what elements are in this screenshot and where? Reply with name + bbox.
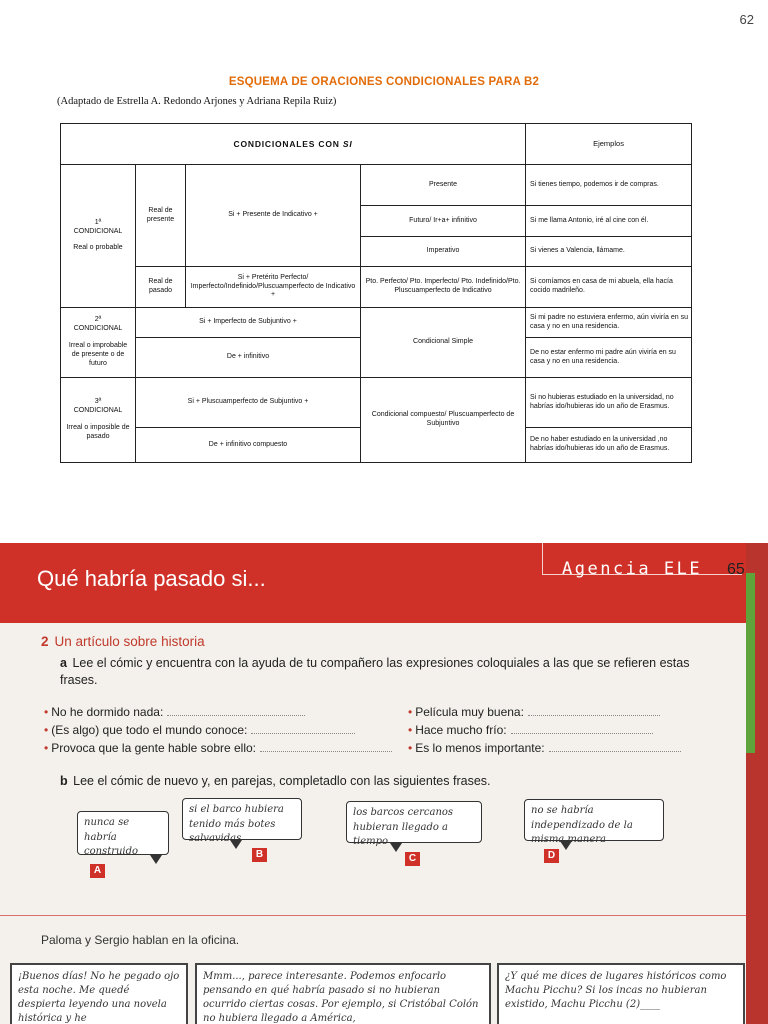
conditional-table xyxy=(60,123,692,463)
example-cell: Si vienes a Valencia, llámame. xyxy=(526,237,692,267)
bullet-item: • Hace mucho frío: xyxy=(408,723,653,737)
book-page-number: 65 xyxy=(727,561,745,578)
green-tab-marker xyxy=(746,573,755,753)
tag-d: D xyxy=(544,849,559,863)
third-clause-si: Si + Pluscuamperfecto de Subjuntivo + xyxy=(136,378,361,428)
second-result: Condicional Simple xyxy=(361,308,526,378)
speech-bubble-a: nunca se habría construido xyxy=(77,811,169,855)
real-past-clause: Si + Pretérito Perfecto/ Imperfecto/Indefinido/Pluscuamperfecto de Indicativo + xyxy=(186,267,361,308)
example-cell: Si tienes tiempo, podemos ir de compras. xyxy=(526,165,692,206)
bubble-tail xyxy=(390,843,402,852)
document-title: ESQUEMA DE ORACIONES CONDICIONALES PARA B2 xyxy=(228,76,540,88)
third-clause-de: De + infinitivo compuesto xyxy=(136,428,361,463)
instruction-b: b Lee el cómic de nuevo y, en parejas, completadlo con las siguientes frases. xyxy=(60,774,491,788)
second-clause-si: Si + Imperfecto de Subjuntivo + xyxy=(136,308,361,338)
speech-bubble-c: los barcos cercanos hubieran llegado a tiempo xyxy=(346,801,482,843)
instruction-a: a Lee el cómic y encuentra con la ayuda de tu compañero las expresiones coloquiales a las que se refieren estas frases. xyxy=(60,656,690,687)
example-cell: Si no hubieras estudiado en la universidad, no habrías ido/hubieras ido un año de Erasmus. xyxy=(526,378,692,428)
comic-panel-3: ¿Y qué me dices de lugares históricos como Machu Picchu? Si los incas no hubieran existido, Machu Picchu (2)____ xyxy=(497,963,745,1024)
result-cell: Imperativo xyxy=(361,237,526,267)
document-subtitle: (Adaptado de Estrella A. Redondo Arjones y Adriana Repila Ruiz) xyxy=(57,96,337,107)
bullet-item: • No he dormido nada: xyxy=(44,705,305,719)
bubble-tail xyxy=(230,840,242,849)
textbook-page-photo xyxy=(0,543,768,1024)
book-side-edge xyxy=(746,543,768,1024)
table-header: CONDICIONALES CON SI xyxy=(61,124,526,165)
page-number: 62 xyxy=(739,12,754,27)
bullet-item: • Es lo menos importante: xyxy=(408,741,681,755)
speech-bubble-b: si el barco hubiera tenido más botes salvavidas xyxy=(182,798,302,840)
example-cell: Si me llama Antonio, iré al cine con él. xyxy=(526,206,692,237)
bullet-item: • Provoca que la gente hable sobre ello: xyxy=(44,741,392,755)
bullet-item: • (Es algo) que todo el mundo conoce: xyxy=(44,723,355,737)
section-divider xyxy=(0,915,746,916)
tag-b: B xyxy=(252,848,267,862)
third-result: Condicional compuesto/ Pluscuamperfecto de Subjuntivo xyxy=(361,378,526,463)
section-title: 2 Un artículo sobre historia xyxy=(41,634,205,649)
example-cell: Si mi padre no estuviera enfermo, aún viviría en su casa y no en una residencia. xyxy=(526,308,692,338)
example-cell: De no estar enfermo mi padre aún viviría en su casa y no en una residencia. xyxy=(526,338,692,378)
speech-bubble-d: no se habría independizado de la misma manera xyxy=(524,799,664,841)
first-conditional-group: 1ª CONDICIONAL Real o probable xyxy=(61,165,136,308)
result-cell: Futuro/ Ir+a+ infinitivo xyxy=(361,206,526,237)
examples-header: Ejemplos xyxy=(526,124,692,165)
real-present-label: Real de presente xyxy=(136,165,186,267)
book-header-banner xyxy=(0,543,768,623)
third-conditional-group: 3ª CONDICIONAL Irreal o imposible de pasado xyxy=(61,378,136,463)
result-cell: Pto. Perfecto/ Pto. Imperfecto/ Pto. Indefinido/Pto. Pluscuamperfecto de Indicativo xyxy=(361,267,526,308)
bubble-tail xyxy=(150,855,162,864)
tag-c: C xyxy=(405,852,420,866)
comic-panel-2: Mmm..., parece interesante. Podemos enfocarlo pensando en qué habría pasado si no hubieran ocurrido ciertas cosas. Por ejemplo, si Cristóbal Colón no hubiera llegado a América, xyxy=(195,963,491,1024)
book-header-title: Qué habría pasado si... xyxy=(37,566,266,591)
comic-intro: Paloma y Sergio hablan en la oficina. xyxy=(41,933,240,947)
bullet-item: • Película muy buena: xyxy=(408,705,660,719)
comic-panel-1: ¡Buenos días! No he pegado ojo esta noche. Me quedé despierta leyendo una novela histórica y he xyxy=(10,963,188,1024)
result-cell: Presente xyxy=(361,165,526,206)
real-past-label: Real de pasado xyxy=(136,267,186,308)
second-clause-de: De + infinitivo xyxy=(136,338,361,378)
real-present-clause: Si + Presente de Indicativo + xyxy=(186,165,361,267)
example-cell: De no haber estudiado en la universidad ,no habrías ido/hubieras ido un año de Erasmus. xyxy=(526,428,692,463)
book-brand: Agencia ELE xyxy=(562,559,703,579)
second-conditional-group: 2ª CONDICIONAL Irreal o improbable de presente o de futuro xyxy=(61,308,136,378)
example-cell: Si comíamos en casa de mi abuela, ella hacía cocido madrileño. xyxy=(526,267,692,308)
bubble-tail xyxy=(560,841,572,850)
tag-a: A xyxy=(90,864,105,878)
